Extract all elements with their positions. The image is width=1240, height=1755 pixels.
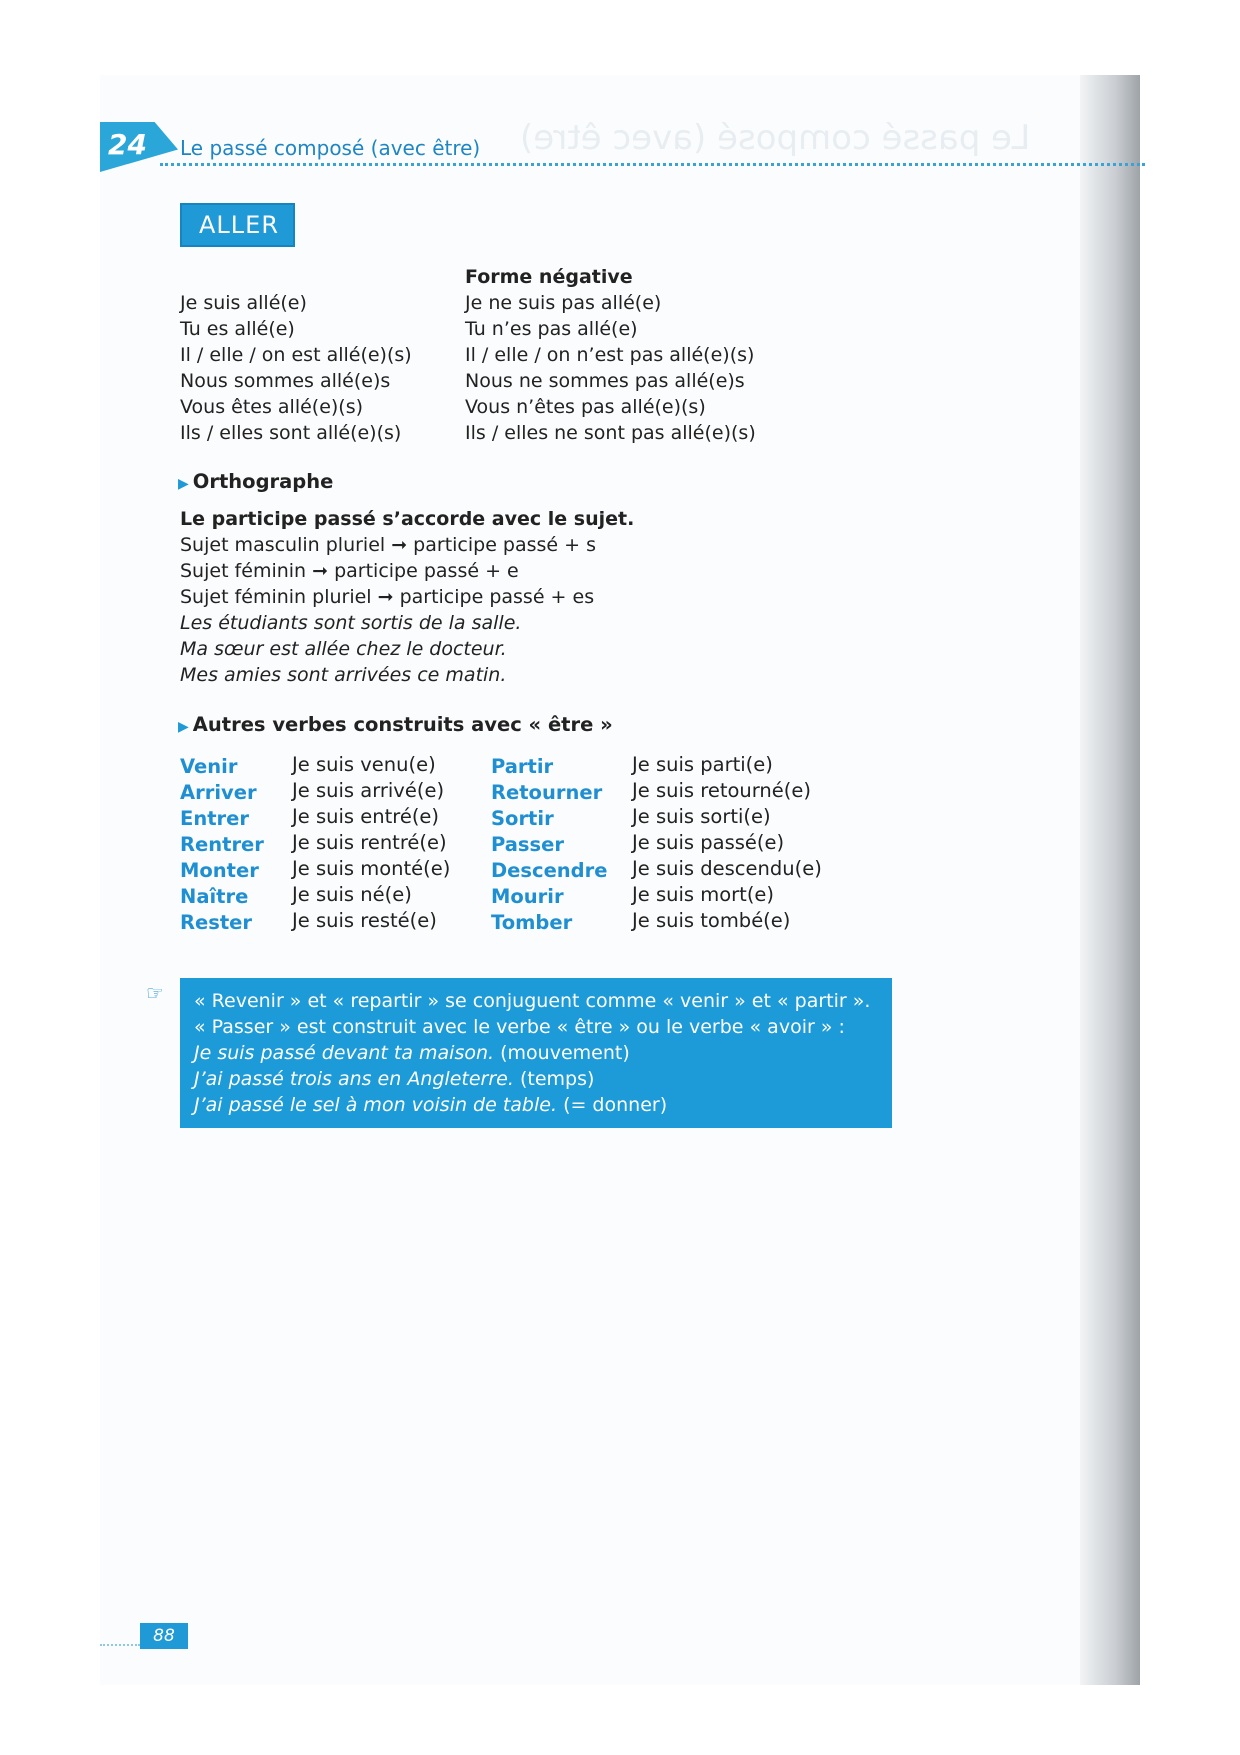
header-dotted-rule bbox=[160, 163, 1145, 166]
rule-line: Sujet féminin ➞ participe passé + e bbox=[180, 560, 519, 582]
example-line: Ma sœur est allée chez le docteur. bbox=[180, 638, 507, 660]
pointing-hand-icon: ☞ bbox=[146, 981, 164, 1005]
autres-verbes-heading bbox=[178, 713, 613, 736]
verb-forms-left bbox=[292, 752, 450, 934]
affirmative-conjugation bbox=[180, 290, 412, 446]
footer-dotted-rule bbox=[100, 1644, 140, 1646]
verb-form: Je suis venu(e) bbox=[292, 753, 436, 776]
note-example-tag: (mouvement) bbox=[500, 1042, 630, 1064]
note-example bbox=[194, 1040, 878, 1066]
verb-name: Retourner bbox=[491, 781, 603, 804]
example-line: Mes amies sont arrivées ce matin. bbox=[180, 664, 507, 686]
verb-name: Passer bbox=[491, 833, 564, 856]
verb-name: Descendre bbox=[491, 859, 608, 882]
chapter-title: Le passé composé (avec être) bbox=[180, 136, 481, 160]
note-line: « Revenir » et « repartir » se conjuguent comme « venir » et « partir ». bbox=[194, 990, 871, 1012]
verb-names-right bbox=[491, 754, 608, 936]
note-example-text: J’ai passé le sel à mon voisin de table. bbox=[194, 1094, 558, 1116]
conj-line: Vous êtes allé(e)(s) bbox=[180, 396, 364, 418]
verb-form: Je suis entré(e) bbox=[292, 805, 440, 828]
orthographe-heading bbox=[178, 470, 333, 493]
page-number: 88 bbox=[140, 1623, 188, 1649]
orthographe-heading-text: Orthographe bbox=[192, 470, 334, 493]
verb-form: Je suis monté(e) bbox=[292, 857, 451, 880]
triangle-bullet-icon: ▶ bbox=[178, 719, 189, 735]
verb-form: Je suis arrivé(e) bbox=[292, 779, 445, 802]
verb-name: Venir bbox=[180, 755, 238, 778]
chapter-number: 24 bbox=[108, 128, 147, 161]
verb-form: Je suis passé(e) bbox=[632, 831, 785, 854]
rule-title: Le participe passé s’accorde avec le sujet. bbox=[180, 508, 635, 530]
verb-name: Rester bbox=[180, 911, 253, 934]
note-line: « Passer » est construit avec le verbe « être » ou le verbe « avoir » : bbox=[194, 1016, 845, 1038]
note-example-tag: (= donner) bbox=[563, 1094, 668, 1116]
verb-name: Tomber bbox=[491, 911, 573, 934]
verb-label: ALLER bbox=[180, 203, 295, 247]
verb-name: Arriver bbox=[180, 781, 257, 804]
verb-form: Je suis né(e) bbox=[292, 883, 412, 906]
conj-line: Il / elle / on n’est pas allé(e)(s) bbox=[465, 344, 755, 366]
verb-form: Je suis retourné(e) bbox=[632, 779, 812, 802]
verb-name: Entrer bbox=[180, 807, 249, 830]
verb-name: Monter bbox=[180, 859, 259, 882]
conj-line: Il / elle / on est allé(e)(s) bbox=[180, 344, 412, 366]
note-box bbox=[180, 978, 892, 1128]
orthographe-section bbox=[180, 506, 634, 688]
note-example-tag: (temps) bbox=[519, 1068, 595, 1090]
conj-line: Nous ne sommes pas allé(e)s bbox=[465, 370, 745, 392]
verb-form: Je suis mort(e) bbox=[632, 883, 775, 906]
show-through-text: Le passé composé (avec être) bbox=[520, 118, 1031, 158]
verb-form: Je suis rentré(e) bbox=[292, 831, 447, 854]
verb-form: Je suis resté(e) bbox=[292, 909, 437, 932]
triangle-bullet-icon: ▶ bbox=[178, 476, 189, 492]
autres-verbes-heading-text: Autres verbes construits avec « être » bbox=[192, 713, 613, 736]
conj-line: Nous sommes allé(e)s bbox=[180, 370, 391, 392]
verb-name: Sortir bbox=[491, 807, 554, 830]
conj-line: Tu es allé(e) bbox=[180, 318, 295, 340]
verb-name: Mourir bbox=[491, 885, 564, 908]
rule-line: Sujet masculin pluriel ➞ participe passé + s bbox=[180, 534, 597, 556]
example-line: Les étudiants sont sortis de la salle. bbox=[180, 612, 522, 634]
verb-name: Partir bbox=[491, 755, 554, 778]
page-binding-shadow bbox=[1080, 75, 1140, 1685]
negative-title: Forme négative bbox=[465, 266, 633, 288]
conj-line: Je ne suis pas allé(e) bbox=[465, 292, 662, 314]
verb-name: Naître bbox=[180, 885, 249, 908]
verb-form: Je suis sorti(e) bbox=[632, 805, 771, 828]
note-example-text: Je suis passé devant ta maison. bbox=[194, 1042, 495, 1064]
verb-form: Je suis descendu(e) bbox=[632, 857, 822, 880]
conj-line: Vous n’êtes pas allé(e)(s) bbox=[465, 396, 706, 418]
note-example-text: J’ai passé trois ans en Angleterre. bbox=[194, 1068, 514, 1090]
verb-name: Rentrer bbox=[180, 833, 264, 856]
rule-line: Sujet féminin pluriel ➞ participe passé + es bbox=[180, 586, 595, 608]
conj-line: Je suis allé(e) bbox=[180, 292, 307, 314]
verb-names-left bbox=[180, 754, 264, 936]
note-example bbox=[194, 1092, 878, 1118]
conj-line: Ils / elles ne sont pas allé(e)(s) bbox=[465, 422, 756, 444]
conj-line: Ils / elles sont allé(e)(s) bbox=[180, 422, 402, 444]
verb-form: Je suis parti(e) bbox=[632, 753, 773, 776]
verb-form: Je suis tombé(e) bbox=[632, 909, 791, 932]
verb-forms-right bbox=[632, 752, 822, 934]
negative-conjugation bbox=[465, 264, 756, 446]
note-example bbox=[194, 1066, 878, 1092]
conj-line: Tu n’es pas allé(e) bbox=[465, 318, 638, 340]
